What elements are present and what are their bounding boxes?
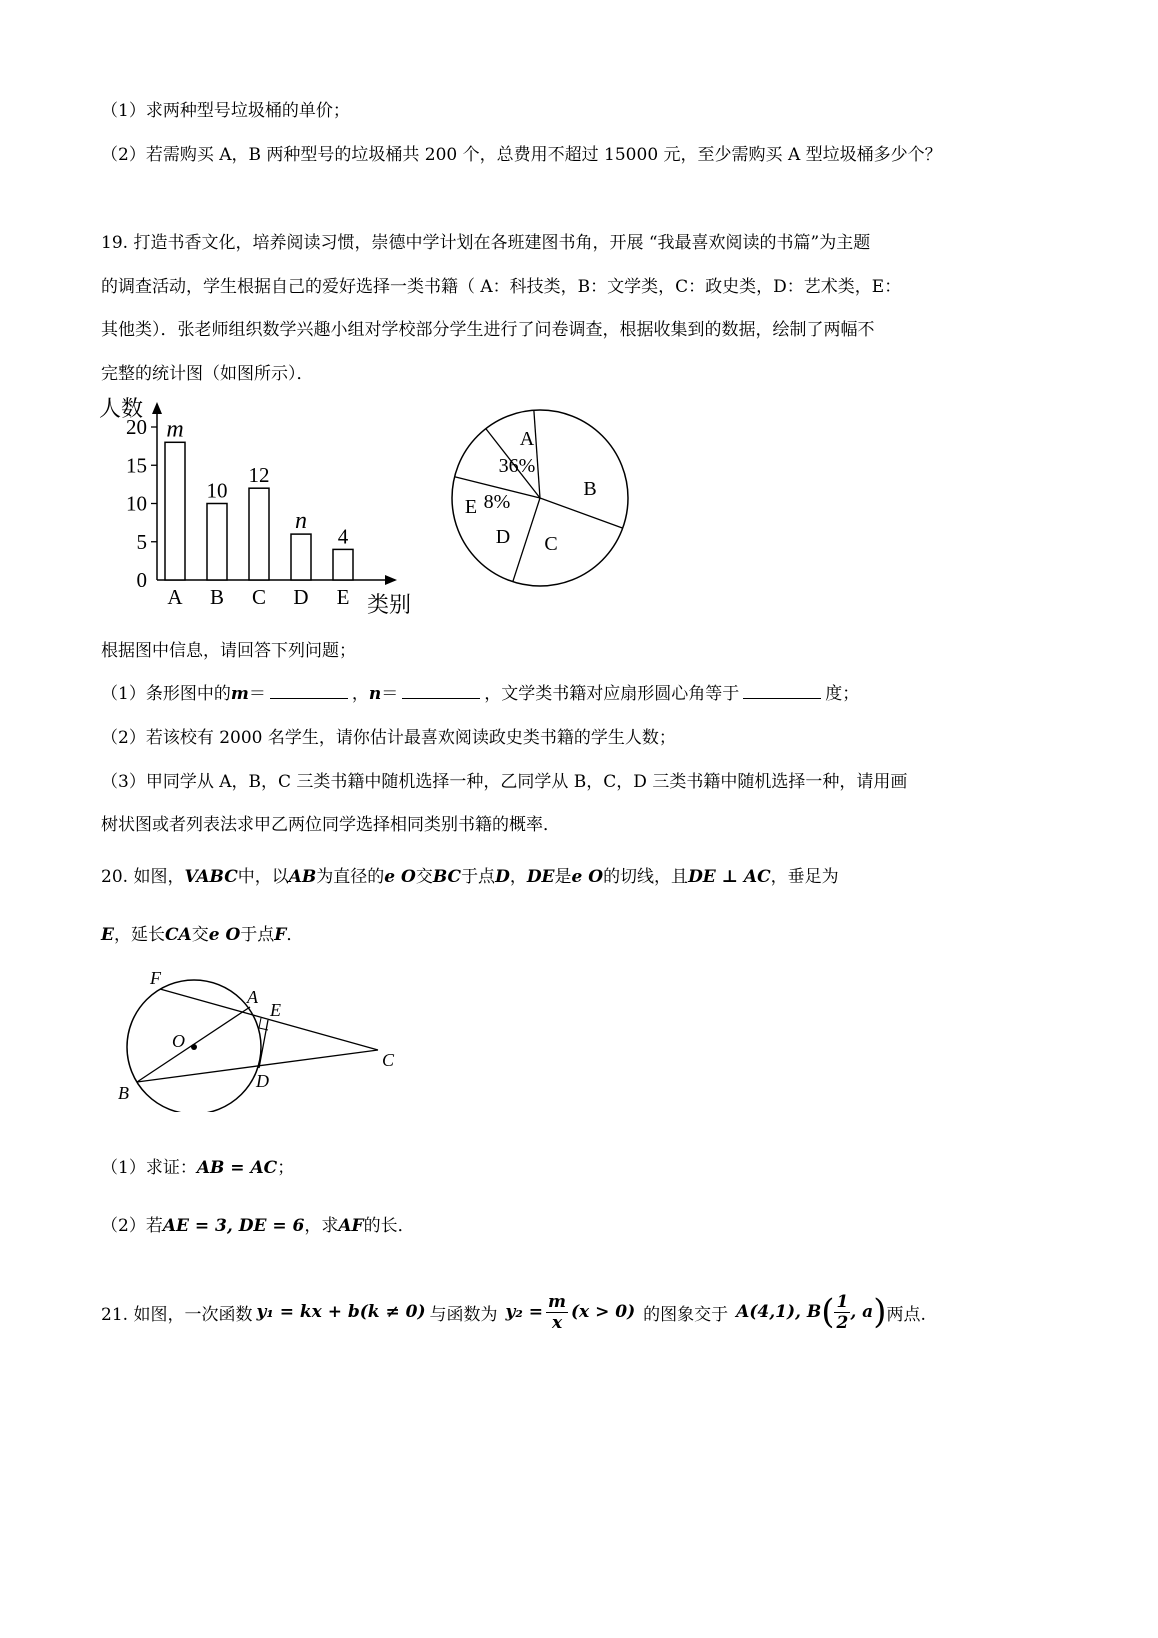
q19-sub2: （2）若该校有 2000 名学生，请你估计最喜欢阅读政史类书籍的学生人数； <box>101 728 676 748</box>
linear-function: y₁ = kx + b(k ≠ 0) <box>256 1302 426 1322</box>
segment-ca: CA <box>164 925 192 945</box>
q19-sub1 <box>101 679 859 704</box>
y-tick-label: 5 <box>136 529 147 554</box>
y-tick-label: 0 <box>136 568 147 592</box>
bar-C <box>249 488 269 580</box>
q19-sub1-text-c: 度； <box>825 684 860 704</box>
bar-data-label: 10 <box>206 478 228 503</box>
q18-part2: （2）若需购买 A，B 两种型号的垃圾桶共 200 个，总费用不超过 15000 元，至少需购买 A 型垃圾桶多少个？ <box>101 145 942 165</box>
bar-chart <box>95 392 425 622</box>
y-tick-label: 15 <box>126 453 147 478</box>
bar-data-label: n <box>295 508 307 535</box>
x-tick-label: C <box>251 585 267 609</box>
q19-lead: 根据图中信息，请回答下列问题； <box>101 641 356 661</box>
q20-line2 <box>101 920 303 945</box>
frac-num: m <box>548 1291 567 1312</box>
y-tick-label: 10 <box>126 491 147 516</box>
y-tick-label: 20 <box>126 415 147 439</box>
var-m: m <box>230 684 249 704</box>
q20-sub2 <box>101 1211 415 1236</box>
x-axis-label: 类别 <box>367 592 412 617</box>
blank-angle[interactable] <box>743 682 821 699</box>
label-o: O <box>172 1031 185 1051</box>
bar-E <box>333 549 353 580</box>
given-ae-de: AE = 3, DE = 6 <box>162 1216 305 1236</box>
y-axis-arrow <box>152 402 162 414</box>
q20-text: 中，以 <box>237 867 289 887</box>
eq-sign: ＝ <box>248 684 266 704</box>
segment-bc: BC <box>432 867 462 887</box>
point-f: F <box>274 925 287 945</box>
label-f: F <box>150 968 161 988</box>
q20-sub2-text: ，求 <box>304 1216 339 1236</box>
q20-text: 是 <box>554 867 572 887</box>
points-a-b: A(4,1), B <box>736 1302 822 1322</box>
segment-af: AF <box>338 1216 364 1236</box>
label-d: D <box>256 1071 269 1091</box>
q19-sub3-line2: 树状图或者列表法求甲乙两位同学选择相同类别书籍的概率． <box>101 815 560 835</box>
q20-text: ． <box>286 925 304 945</box>
label-b: B <box>118 1083 129 1103</box>
bar-B <box>207 504 227 581</box>
fraction-one-half <box>834 1292 850 1333</box>
blank-n[interactable] <box>402 682 480 699</box>
pie-label: 36% <box>498 455 536 477</box>
q20-text: 交 <box>191 925 209 945</box>
eq-ab-ac: AB = AC <box>196 1158 278 1178</box>
bar-D <box>291 534 311 580</box>
comma: ， <box>351 684 369 704</box>
paren-close: ) <box>873 1292 887 1332</box>
q20-text: 于点 <box>461 867 496 887</box>
q21-text: 21. 如图，一次函数 <box>101 1304 253 1325</box>
pie-label: C <box>544 533 558 555</box>
coord-a: , a <box>850 1302 874 1322</box>
pie-label: D <box>495 526 511 548</box>
q20-sub2-end: 的长． <box>363 1216 415 1236</box>
q21-text: 的图象交于 <box>643 1304 729 1325</box>
q18-part1: （1）求两种型号垃圾桶的单价； <box>101 101 350 121</box>
var-n: n <box>368 684 382 704</box>
q19-intro-line1: 19. 打造书香文化，培养阅读习惯，崇德中学计划在各班建图书角，开展 “我最喜欢阅读的书篇”为主题 <box>101 233 871 253</box>
label-a: A <box>247 987 258 1007</box>
pie-label: 8% <box>483 491 511 513</box>
q20-text: 20. 如图， <box>101 867 185 887</box>
q20-sub1-text: （1）求证： <box>101 1158 197 1178</box>
bar-data-label: m <box>166 416 184 443</box>
q20-text: 于点 <box>240 925 275 945</box>
q20-sub2-text: （2）若 <box>101 1216 163 1236</box>
triangle-abc: VABC <box>184 867 238 887</box>
q20-line1 <box>101 862 839 887</box>
circle-o: e O <box>384 867 416 887</box>
circle-o: e O <box>208 925 241 945</box>
center-dot <box>191 1044 197 1050</box>
pie-label: A <box>519 428 535 450</box>
pie-label: B <box>583 478 597 500</box>
q19-sub1-text-b: ，文学类书籍对应扇形圆心角等于 <box>484 684 740 704</box>
fraction-m-over-x <box>546 1292 568 1333</box>
q19-intro-line3: 其他类）．张老师组织数学兴趣小组对学校部分学生进行了问卷调查，根据收集到的数据，绘制了两幅不 <box>101 320 875 340</box>
q20-sub1 <box>101 1153 294 1178</box>
q20-text: ， <box>509 867 527 887</box>
q19-intro-line4: 完整的统计图（如图所示）． <box>101 364 314 384</box>
y-axis-label: 人数 <box>99 396 144 421</box>
q20-sub1-end: ； <box>277 1158 295 1178</box>
point-d: D <box>495 867 510 887</box>
inverse-function-lhs: y₂ = <box>505 1302 544 1322</box>
circle-o: e O <box>571 867 604 887</box>
q20-text: ，延长 <box>113 925 165 945</box>
segment-ab: AB <box>288 867 317 887</box>
paren-open: ( <box>821 1292 835 1332</box>
line-f-c <box>160 989 378 1050</box>
q19-sub1-text-a: （1）条形图中的 <box>101 684 231 704</box>
pie-label: E <box>464 496 478 518</box>
frac-num: 1 <box>836 1291 849 1312</box>
q21-text: 两点. <box>886 1304 926 1325</box>
label-e: E <box>270 1000 281 1020</box>
q20-text: ，垂足为 <box>770 867 839 887</box>
segment-de: DE <box>526 867 555 887</box>
domain-condition: (x > 0) <box>571 1302 636 1322</box>
q20-text: 交 <box>415 867 433 887</box>
q20-text: 的切线，且 <box>603 867 689 887</box>
perp-de-ac: DE ⊥ AC <box>688 867 771 887</box>
bar-data-label: 12 <box>248 463 270 488</box>
q19-sub3-line1: （3）甲同学从 A，B，C 三类书籍中随机选择一种，乙同学从 B，C，D 三类书籍中随机选择一种，请用画 <box>101 772 908 792</box>
point-e: E <box>101 925 114 945</box>
q21-line <box>101 1282 926 1342</box>
bar-A <box>165 442 185 580</box>
frac-den: x <box>551 1312 563 1333</box>
q21-text: 与函数为 <box>429 1304 498 1325</box>
x-tick-label: A <box>167 585 183 609</box>
eq-sign: ＝ <box>381 684 399 704</box>
pie-chart <box>447 400 637 590</box>
x-tick-label: B <box>209 585 225 609</box>
geometry-figure <box>110 962 410 1112</box>
label-c: C <box>382 1050 395 1070</box>
frac-den: 2 <box>836 1312 849 1333</box>
q20-text: 为直径的 <box>316 867 385 887</box>
bar-data-label: 4 <box>337 524 349 549</box>
x-tick-label: E <box>336 585 350 609</box>
x-tick-label: D <box>293 585 309 609</box>
blank-m[interactable] <box>270 682 348 699</box>
q19-intro-line2: 的调查活动，学生根据自己的爱好选择一类书籍（ A：科技类，B：文学类，C：政史类，D：艺术类，E： <box>101 277 902 297</box>
x-axis-arrow <box>385 575 397 585</box>
